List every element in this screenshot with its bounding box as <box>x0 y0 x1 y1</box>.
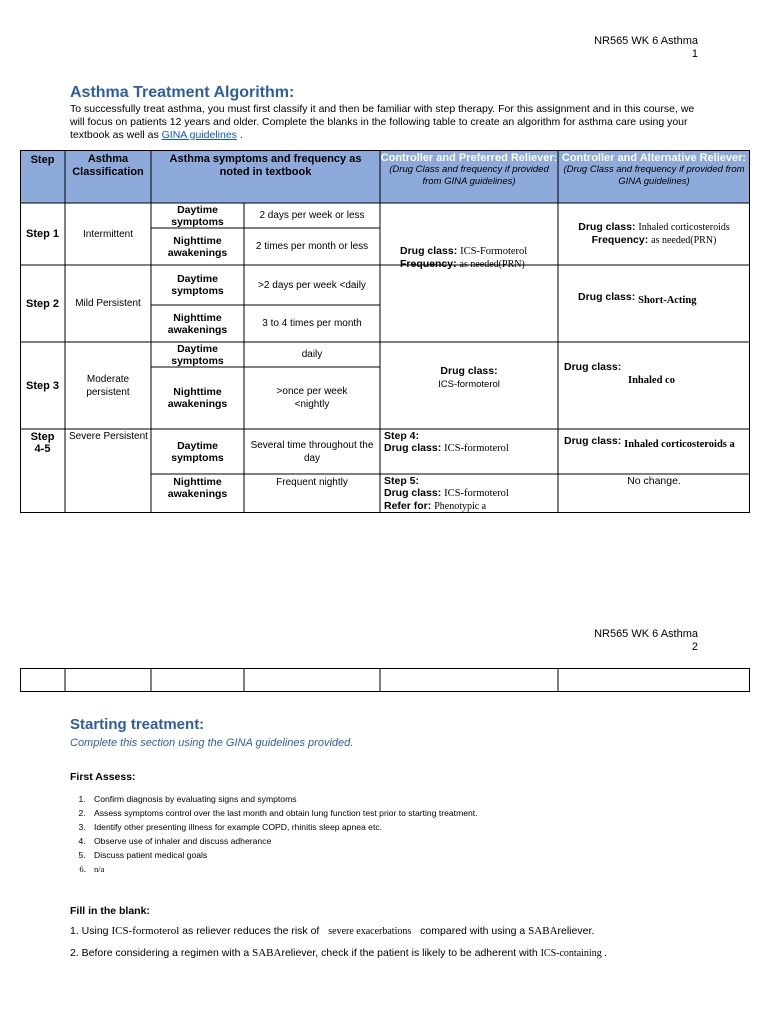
step-4-5-daytime-value: Several time throughout the day <box>250 439 374 464</box>
header-classification: Asthma Classification <box>72 153 144 178</box>
preferred-step-5-drug-class: ICS-formoterol <box>444 488 509 499</box>
header-controller-preferred <box>380 150 558 203</box>
assess-item: 6. n/a <box>88 862 698 876</box>
drug-class-label: Drug class: <box>578 291 636 303</box>
header-controller-alternative <box>558 150 750 203</box>
step-2-daytime-value: >2 days per week <daily <box>258 279 366 291</box>
fill-1-answer-risk: severe exacerbations <box>328 926 412 937</box>
step-3-daytime-value: daily <box>301 349 323 360</box>
alternative-step-1-drug-class: Inhaled corticosteroids <box>638 222 730 233</box>
alternative-step-1-frequency: as needed(PRN) <box>651 235 717 246</box>
gina-guidelines-link[interactable]: GINA guidelines <box>161 129 237 141</box>
fill-blank-2 <box>70 947 607 959</box>
preferred-step-1-2-frequency: as needed(PRN) <box>459 259 525 270</box>
section-title-starting-treatment: Starting treatment: <box>70 716 205 733</box>
preferred-step-1-2 <box>400 245 558 275</box>
header-step: Step <box>30 154 55 166</box>
preferred-step-5 <box>384 475 556 513</box>
asthma-algorithm-table <box>20 150 750 513</box>
drug-class-label: Drug class: <box>564 361 622 373</box>
step-4-5-nighttime-label: Nighttime awakenings <box>167 476 228 500</box>
frequency-label: Frequency: <box>400 258 457 270</box>
alternative-step-3 <box>558 361 750 391</box>
page-header <box>594 35 698 61</box>
step-5-label: Step 5: <box>384 475 420 487</box>
preferred-step-4-drug-class: ICS-formoterol <box>444 443 509 454</box>
fill-blank-1 <box>70 925 594 937</box>
document-title: NR565 WK 6 Asthma <box>594 628 698 640</box>
first-assess-heading: First Assess: <box>70 771 136 783</box>
step-1-nighttime-label: Nighttime awakenings <box>167 234 228 259</box>
step-3-nighttime-value: >once per week <nightly <box>276 386 348 410</box>
alternative-step-4-drug-class: Inhaled corticosteroids a <box>624 439 735 450</box>
intro-text-end: . <box>236 129 243 141</box>
document-title: NR565 WK 6 Asthma <box>594 35 698 47</box>
header-controller-alternative-title: Controller and Alternative Reliever: <box>561 152 747 164</box>
fill-blank-heading: Fill in the blank: <box>70 905 150 917</box>
step-3-classification: Moderate persistent <box>86 373 130 398</box>
fill-1-text-a: 1. Using <box>70 925 112 937</box>
alternative-step-2 <box>558 291 750 311</box>
empty-table-row <box>20 668 750 692</box>
preferred-step-1-2-drug-class: ICS-Formoterol <box>460 246 528 257</box>
intro-paragraph <box>70 103 700 142</box>
step-3-nighttime-label: Nighttime awakenings <box>167 386 228 410</box>
step-3-daytime-label: Daytime symptoms <box>171 342 224 367</box>
fill-2-text-b: reliever, check if the patient is likely to be adherent with <box>281 947 541 959</box>
preferred-step-3 <box>380 365 558 395</box>
assess-item: 1. Confirm diagnosis by evaluating signs and symptoms <box>88 792 698 806</box>
step-4-5-label: Step 4-5 <box>30 431 55 455</box>
step-1-daytime-value: 2 days per week or less <box>259 210 365 221</box>
drug-class-label: Drug class: <box>384 487 442 499</box>
step-2-classification: Mild Persistent <box>75 298 141 309</box>
step-4-5-daytime-label: Daytime symptoms <box>171 439 224 464</box>
step-1-classification: Intermittent <box>82 228 134 240</box>
step-3-label: Step 3 <box>25 379 59 392</box>
drug-class-label: Drug class: <box>578 221 636 233</box>
preferred-step-3-drug-class: ICS-formoterol <box>438 379 500 390</box>
header-controller-preferred-title: Controller and Preferred Reliever: <box>380 152 558 164</box>
step-2-daytime-label: Daytime symptoms <box>171 273 224 297</box>
assess-item: 3. Identify other presenting illness for example COPD, rhinitis sleep apnea etc. <box>88 820 698 834</box>
step-4-label: Step 4: <box>384 430 420 442</box>
step-4-5-nighttime-value: Frequent nightly <box>276 477 348 488</box>
alternative-step-3-drug-class: Inhaled co <box>628 375 675 386</box>
alternative-step-5: No change. <box>627 475 681 487</box>
step-1-nighttime-value: 2 times per month or less <box>255 241 369 252</box>
fill-2-answer-adherence: ICS-containing . <box>540 948 607 959</box>
intro-text: To successfully treat asthma, you must first classify it and then be familiar with step therapy. For this assignment and in this course, we will focus on patients 12 years and older. Complete the blanks in the following table to create an algorithm for asthma care using your textbook as well as <box>70 103 695 141</box>
alternative-step-1 <box>558 221 750 251</box>
step-2-nighttime-label: Nighttime awakenings <box>167 311 228 336</box>
alternative-step-4 <box>558 435 750 455</box>
header-controller-preferred-sub: (Drug Class and frequency if provided from GINA guidelines) <box>389 164 549 187</box>
drug-class-label: Drug class: <box>400 245 458 257</box>
fill-2-text-a: 2. Before considering a regimen with a <box>70 947 253 959</box>
step-1-daytime-label: Daytime symptoms <box>171 203 224 228</box>
step-2-nighttime-value: 3 to 4 times per month <box>262 318 362 329</box>
drug-class-label: Drug class: <box>440 365 498 377</box>
fill-1-answer-comparator: SABA <box>528 925 558 937</box>
page-number: 1 <box>691 48 698 60</box>
page-number: 2 <box>691 641 698 653</box>
step-2-label: Step 2 <box>25 297 59 310</box>
fill-1-text-d: reliever. <box>557 925 595 937</box>
fill-2-answer-reliever: SABA <box>252 947 282 959</box>
preferred-step-4 <box>384 430 558 460</box>
drug-class-label: Drug class: <box>384 442 442 454</box>
alternative-step-2-drug-class: Short-Acting <box>638 295 697 306</box>
header-symptoms: Asthma symptoms and frequency as noted in textbook <box>169 153 362 178</box>
fill-1-text-c: compared with using a <box>417 925 529 937</box>
drug-class-label: Drug class: <box>564 435 622 447</box>
section-subtitle: Complete this section using the GINA guidelines provided. <box>70 737 354 749</box>
fill-1-answer-reliever: ICS-formoterol <box>111 925 180 937</box>
page-2-header <box>594 628 698 654</box>
assess-item: 4. Observe use of inhaler and discuss adherance <box>88 834 698 848</box>
step-1-label: Step 1 <box>25 228 59 240</box>
assess-list <box>58 792 698 876</box>
refer-for-label: Refer for: <box>384 500 432 512</box>
step-4-5-classification: Severe Persistent <box>69 431 148 442</box>
assess-item: 2. Assess symptoms control over the last month and obtain lung function test prior to starting treatment. <box>88 806 698 820</box>
header-controller-alternative-sub: (Drug Class and frequency if provided from GINA guidelines) <box>563 164 745 187</box>
frequency-label: Frequency: <box>591 234 649 246</box>
preferred-step-5-refer-for: Phenotypic a <box>434 501 487 512</box>
page-title: Asthma Treatment Algorithm: <box>70 84 295 101</box>
assess-item: 5. Discuss patient medical goals <box>88 848 698 862</box>
fill-1-text-b: as reliever reduces the risk of <box>179 925 323 937</box>
